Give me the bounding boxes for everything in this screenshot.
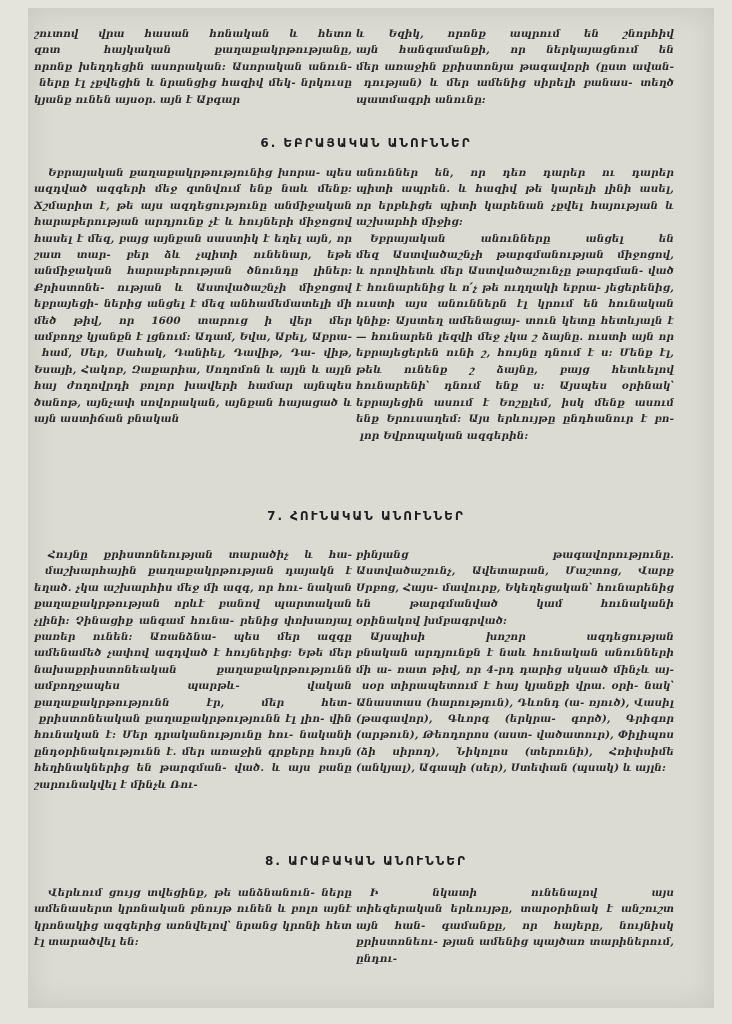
paragraph: և Եզիկ, որոնք ապրում են շնորհիվ այն հանգամանքի, որ ներկայացնում են մեր առաջին քրիստոնյա թագավորի (ըստ ավան- դության) և մեր ամենից սիրելի բանաս- տեղծ պատմագրի անունը: (356, 28, 674, 106)
paragraph: բինյանց թագավորությունը. Աստվածաշունչ, Ավետարան, Մաշտոց, Վարք Սրբոց, Հայս- մավուրք, Եկեղեցական՝ հունարենից են թարգմանված կամ հունականի օրինակով խմբագրված: (356, 549, 674, 627)
paragraph: Այսպիսի խոշոր ազդեցության բնական արդյունքն է նաև հունական անունների մի ա- ռատ թիվ, որ 4-րդ դարից սկսած մինչև այ- սօր տիրապետում է հայ կյանքի վրա. օրի- նակ՝ Անաստաս (հարություն), Դևոնդ (ա- ռյուծ), Վասիլ (թագավոր), Գևորգ (երկրա- գործ), Գրիգոր (արթուն), Թեոդորոս (աստ- վածատուր), Փիլիպոս (ձի սիրող), Նիկոլոս (տերունի), Հռիփսիմե (անկյալ), Ագապի (սեր), Ստեփան (պսակ) և այլն: (356, 631, 674, 775)
paragraph: շուտով վրա հասան հոնական և հետո զոտ հայկական քաղաքակրթությանը, որոնք խեղդեցին ասորական: Ասորական անուն- ները էլ չքվեցին և նրանցից հազիվ մեկ- նրկուսը կյանք ունեն այսօր. այն է Աբգար (34, 28, 352, 106)
section-title: ԱՐԱԲԱԿԱՆ ԱՆՈՒՆՆԵՐ (287, 854, 467, 868)
paragraph: Եբրայական անունները անցել են մեզ Աստվածաշնչի թարգմանության միջոցով, և որովհետև մեր Աստվածաշունչը թարգման- ված է հունարենից և ո՛չ թե ուղղակի եբրա- յեցերենից, ուստի այս անուններն էլ կրում են հունական կնիք: Այստեղ ամենացայ- տուն կետը հետևյալն է— հունարեն լեզվի մեջ չկա շ ձայնը. ուստի այն որ եբրայեցերեն ունի շ, հույնը դնում է ս: Մենք էլ, թեև ունենք շ ձայնը, բայց հետևելով հունարենի՝ դնում ենք ս: Այսպես օրինակ՝ եբրայեցին ասում է Եոշըլեմ, իսկ մենք ասում ենք Երուսաղեմ: Այս երևույթը ընդհանուր է բո- լոր Եվրոպական ազգերին: (356, 232, 674, 442)
section-7-right-column (356, 547, 674, 793)
paragraph: Եբրայական քաղաքակրթությունից խորա- պես ազդված ազգերի մեջ զտնվում ենք նաև մենք: Ճշմարիտ է, թե այս ազդեցությունը անմիջական հարաբերության արդյունք չէ և հույների միջոցով հասել է մեզ, բայց այնքան սաստիկ է եղել այն, որ շատ տար- բեր ձև չպիտի ունենար, եթե անմիջական հարաբերության ծնունդը լիներ: Քրիստոնե- ության և Աստվածաշնչի միջոցով եբրայեցի- ներից անցել է մեզ անհամեմատելի մի մեծ թիվ, որ 1600 տարուց ի վեր մեր ամբողջ կյանքն է լցնում: Ադամ, Եվա, Աբել, Աբրա- համ, Սեր, Սահակ, Դանիել, Դավիթ, Դա- վիթ, Եսայի, Հակոբ, Զաքարիա, Սողոմոն և այլն և այլն հայ ժողովրդի բոլոր խավերի համար այնպես ծանոթ, այնչափ սովորական, այնքան հայացած և այն աստիճան բնական (34, 167, 352, 426)
section-7-left-column (34, 547, 352, 793)
paragraph: Ի նկատի ունենալով այս տիեզերական երևույթը, տարօրինակ է անշուշտ այն հան- գամանքը, որ հայերը, նույնիսկ քրիստոնեու- թյան ամենից պայծառ տարիներում, ընդու- (356, 887, 674, 965)
section-title: ՀՈՒՆԱԿԱՆ ԱՆՈՒՆՆԵՐ (290, 509, 465, 523)
paragraph: անուններ են, որ դեռ դարեր ու դարեր պիտի ապրեն. և հազիվ թե կարելի լինի ասել, որ երբևիցե պիտի կարենան չքվել հայության և աշխարհի միջից: (356, 167, 674, 229)
section-number: 7. (267, 509, 285, 523)
section-8-body (34, 885, 674, 967)
section-number: 6. (260, 136, 278, 150)
section-8-right-column (356, 885, 674, 967)
section-7-body (34, 547, 674, 793)
section-6-left-column (34, 165, 352, 444)
section-6-heading (0, 136, 732, 150)
paragraph: Վերևում ցույց տվեցինք, թե անձնանուն- ները ամենասերտ կրոնական բնույթ ունեն և բոլո այնէ կրոնակից ազգերից առնվելով՝ նրանց կրոնի հետ էլ տարածվել են: (34, 887, 352, 949)
section-6-body (34, 165, 674, 444)
top-left-column (34, 26, 352, 108)
top-right-column (356, 26, 674, 108)
top-continuation (34, 26, 674, 108)
paragraph: Հույնը քրիստոնեության տարածիչ և հա- մաշխարհային քաղաքակրթության դայակն է եղած. չկա աշխարհիս մեջ մի ազգ, որ հու- նական քաղաքակրթության որևէ բանով պարտական չլինի: Չինացիք անգամ հունա- րենից փոխառյալ բառեր ունեն: Առանձնա- պես մեր ազգը ամենամեծ չափով ազդված է հույներից: Եթե մեր նախաքրիստոնեական քաղաքակրթությունն ամբողջապես պարթև- վական քաղաքակրթությունն էր, մեր հետ- քրիստոնեական քաղաքակրթությունն էլ լիո- վին հունական է: Մեր դրականությունը հու- նականի ընդօրինակությունն է. մեր առաջին գրքերը հույն հեղինակներից են թարգման- ված. և այս բանը շարունակվել է մինչև Ռու- (34, 549, 352, 791)
section-number: 8. (265, 854, 282, 868)
section-8-heading (0, 854, 732, 868)
section-7-heading (0, 509, 732, 523)
section-8-left-column (34, 885, 352, 967)
section-title: ԵԲՐԱՅԱԿԱՆ ԱՆՈՒՆՆԵՐ (283, 136, 472, 150)
section-6-right-column (356, 165, 674, 444)
